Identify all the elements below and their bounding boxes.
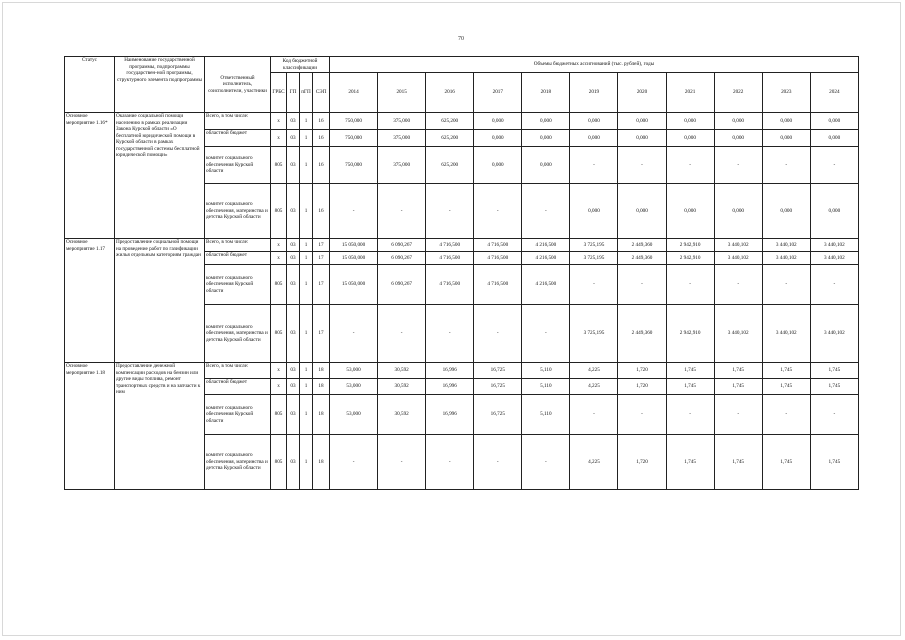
header-year: 2014 (330, 73, 378, 113)
value-cell: 3 440,102 (810, 305, 858, 363)
value-cell: - (666, 265, 714, 305)
value-cell: 375,000 (378, 130, 426, 147)
value-cell: 0,000 (570, 113, 618, 130)
value-cell: 4 716,500 (474, 252, 522, 265)
value-cell: - (714, 147, 762, 184)
value-cell: - (714, 265, 762, 305)
value-cell: 1,745 (666, 435, 714, 490)
value-cell: - (666, 395, 714, 435)
code-cell: 805 (271, 147, 287, 184)
code-cell: 805 (271, 184, 287, 239)
value-cell: 5,110 (522, 395, 570, 435)
header-year: 2018 (522, 73, 570, 113)
value-cell: 4 716,500 (474, 239, 522, 252)
value-cell: 750,000 (330, 147, 378, 184)
value-cell: 4 716,500 (426, 265, 474, 305)
value-cell: 1,745 (762, 363, 810, 379)
row-executor: Всего, в том числе: (205, 363, 271, 379)
code-cell: 03 (287, 395, 300, 435)
header-year: 2019 (570, 73, 618, 113)
value-cell: - (570, 265, 618, 305)
value-cell: 0,000 (666, 184, 714, 239)
code-cell: 805 (271, 435, 287, 490)
row-status: Основное мероприятие 1.17 (65, 239, 115, 363)
value-cell: 1,745 (666, 363, 714, 379)
value-cell: - (522, 305, 570, 363)
value-cell: - (762, 395, 810, 435)
value-cell: 625,200 (426, 113, 474, 130)
value-cell: 375,000 (378, 147, 426, 184)
code-cell: 1 (300, 379, 313, 395)
page-number: 70 (458, 36, 464, 42)
code-cell: 16 (313, 184, 330, 239)
value-cell: 4 716,500 (426, 252, 474, 265)
value-cell: 1,745 (714, 379, 762, 395)
value-cell: - (810, 147, 858, 184)
header-year: 2022 (714, 73, 762, 113)
value-cell: 375,000 (378, 113, 426, 130)
value-cell: 53,000 (330, 395, 378, 435)
value-cell: 1,720 (618, 435, 666, 490)
value-cell: 16,996 (426, 379, 474, 395)
value-cell: 0,000 (618, 184, 666, 239)
code-cell: 1 (300, 147, 313, 184)
value-cell: - (330, 435, 378, 490)
code-cell: х (271, 239, 287, 252)
value-cell: 4 216,500 (522, 252, 570, 265)
code-cell: 18 (313, 435, 330, 490)
value-cell: 30,592 (378, 395, 426, 435)
header-status: Статус (65, 57, 115, 113)
code-cell: 03 (287, 305, 300, 363)
value-cell: 30,592 (378, 363, 426, 379)
value-cell: 5,110 (522, 363, 570, 379)
value-cell: - (570, 147, 618, 184)
header-year: 2020 (618, 73, 666, 113)
value-cell: - (426, 305, 474, 363)
header-year: 2017 (474, 73, 522, 113)
value-cell: 4 716,500 (426, 239, 474, 252)
value-cell: 1,745 (762, 379, 810, 395)
row-executor: комитет социального обеспечения, материнства и детства Курской области (205, 184, 271, 239)
value-cell: - (570, 395, 618, 435)
code-cell: 805 (271, 395, 287, 435)
value-cell: 6 090,267 (378, 265, 426, 305)
value-cell: 1,745 (714, 435, 762, 490)
value-cell: - (426, 184, 474, 239)
value-cell: 16,996 (426, 395, 474, 435)
value-cell: - (474, 305, 522, 363)
row-name: Предоставление денежной компенсации расходов на бензин или другие виды топлива, ремонт транспортных средств и на запчасти к ним (115, 363, 205, 490)
value-cell: 16,725 (474, 395, 522, 435)
row-status: Основное мероприятие 1.18 (65, 363, 115, 490)
code-cell: х (271, 252, 287, 265)
value-cell: 0,000 (522, 113, 570, 130)
table-row (65, 113, 859, 130)
value-cell: 0,000 (762, 184, 810, 239)
code-cell: 1 (300, 239, 313, 252)
value-cell: - (378, 435, 426, 490)
row-executor: областной бюджет (205, 130, 271, 147)
value-cell: 0,000 (714, 130, 762, 147)
value-cell: 3 440,102 (810, 252, 858, 265)
value-cell: 0,000 (762, 113, 810, 130)
value-cell: 2 942,910 (666, 252, 714, 265)
value-cell: - (330, 305, 378, 363)
value-cell: 0,000 (762, 130, 810, 147)
row-executor: комитет социального обеспечения, материнства и детства Курской области (205, 305, 271, 363)
code-cell: 1 (300, 130, 313, 147)
code-cell: 18 (313, 395, 330, 435)
value-cell: 750,000 (330, 130, 378, 147)
value-cell: - (810, 265, 858, 305)
row-status: Основное мероприятие 1.16* (65, 113, 115, 239)
value-cell: - (618, 147, 666, 184)
code-cell: 1 (300, 395, 313, 435)
value-cell: 0,000 (666, 130, 714, 147)
header-year: 2015 (378, 73, 426, 113)
header-code-sep: СЭП (313, 73, 330, 113)
code-cell: 03 (287, 147, 300, 184)
value-cell: 16,725 (474, 379, 522, 395)
code-cell: 16 (313, 147, 330, 184)
value-cell: 0,000 (570, 184, 618, 239)
value-cell: 1,720 (618, 363, 666, 379)
row-executor: комитет социального обеспечения, материнства и детства Курской области (205, 435, 271, 490)
code-cell: 1 (300, 305, 313, 363)
value-cell: 0,000 (474, 147, 522, 184)
code-cell: 17 (313, 252, 330, 265)
value-cell: 3 440,102 (714, 239, 762, 252)
value-cell: 1,720 (618, 379, 666, 395)
value-cell: 1,745 (714, 363, 762, 379)
header-executor: Ответственный исполнитель, соисполнители, участники (205, 57, 271, 113)
row-name: Предоставление социальной помощи на проведение работ по газификации жилья отдельным категориям граждан (115, 239, 205, 363)
value-cell: 4,225 (570, 363, 618, 379)
value-cell: 30,592 (378, 379, 426, 395)
value-cell: - (378, 305, 426, 363)
code-cell: 18 (313, 363, 330, 379)
row-executor: комитет социального обеспечения Курской области (205, 147, 271, 184)
code-cell: 03 (287, 184, 300, 239)
value-cell: 53,000 (330, 379, 378, 395)
value-cell: 0,000 (810, 184, 858, 239)
header-budget-code: Код бюджетной классификации (271, 57, 330, 73)
code-cell: 03 (287, 379, 300, 395)
value-cell: 3 440,102 (714, 305, 762, 363)
value-cell: 15 050,000 (330, 252, 378, 265)
row-executor: областной бюджет (205, 252, 271, 265)
value-cell: 4,225 (570, 435, 618, 490)
code-cell: 03 (287, 239, 300, 252)
value-cell: 3 440,102 (762, 305, 810, 363)
code-cell: х (271, 363, 287, 379)
value-cell: 0,000 (618, 130, 666, 147)
value-cell: - (426, 435, 474, 490)
row-name: Оказание социальной помощи населению в рамках реализации Закона Курской области «О бесплатной юридической помощи в Курской области в рамках государственной системы бесплатной юридической помощи» (115, 113, 205, 239)
value-cell: 3 725,195 (570, 305, 618, 363)
value-cell: - (378, 184, 426, 239)
code-cell: 16 (313, 130, 330, 147)
code-cell: 03 (287, 363, 300, 379)
value-cell: 4 716,500 (474, 265, 522, 305)
value-cell: 3 440,102 (762, 239, 810, 252)
header-year: 2023 (762, 73, 810, 113)
code-cell: 1 (300, 363, 313, 379)
header-code-grbs: ГРБС (271, 73, 287, 113)
value-cell: - (618, 395, 666, 435)
value-cell: 4,225 (570, 379, 618, 395)
value-cell: 0,000 (714, 113, 762, 130)
value-cell: 0,000 (570, 130, 618, 147)
code-cell: 03 (287, 113, 300, 130)
value-cell: - (474, 435, 522, 490)
value-cell: 0,000 (810, 113, 858, 130)
value-cell: 1,745 (762, 435, 810, 490)
row-executor: комитет социального обеспечения Курской области (205, 265, 271, 305)
value-cell: 2 942,910 (666, 239, 714, 252)
code-cell: 805 (271, 265, 287, 305)
header-name: Наименование государственной программы, подпрограммы государствен-ной программы, структурного элемента подпрограммы (115, 57, 205, 113)
value-cell: 0,000 (522, 130, 570, 147)
value-cell: 4 216,500 (522, 265, 570, 305)
value-cell: 0,000 (474, 113, 522, 130)
value-cell: 1,745 (810, 379, 858, 395)
value-cell: 3 440,102 (762, 252, 810, 265)
value-cell: 15 050,000 (330, 265, 378, 305)
value-cell: - (522, 184, 570, 239)
value-cell: - (666, 147, 714, 184)
code-cell: х (271, 379, 287, 395)
value-cell: 0,000 (714, 184, 762, 239)
code-cell: х (271, 130, 287, 147)
code-cell: 1 (300, 252, 313, 265)
header-volumes: Объемы бюджетных ассигнований (тыс. рублей), годы (330, 57, 859, 73)
row-executor: областной бюджет (205, 379, 271, 395)
code-cell: 17 (313, 305, 330, 363)
value-cell: 53,000 (330, 363, 378, 379)
code-cell: 03 (287, 130, 300, 147)
code-cell: 1 (300, 184, 313, 239)
value-cell: 625,200 (426, 147, 474, 184)
row-executor: комитет социального обеспечения Курской области (205, 395, 271, 435)
value-cell: - (618, 265, 666, 305)
value-cell: 750,000 (330, 113, 378, 130)
value-cell: 2 449,360 (618, 239, 666, 252)
value-cell: 625,200 (426, 130, 474, 147)
value-cell: 4 216,500 (522, 239, 570, 252)
code-cell: 03 (287, 265, 300, 305)
value-cell: - (522, 435, 570, 490)
row-executor: Всего, в том числе: (205, 239, 271, 252)
header-code-pgp: пГП (300, 73, 313, 113)
budget-table (64, 56, 859, 490)
value-cell: 2 449,360 (618, 252, 666, 265)
code-cell: 18 (313, 379, 330, 395)
table-body (65, 113, 859, 490)
code-cell: 1 (300, 113, 313, 130)
value-cell: 3 725,195 (570, 252, 618, 265)
header-year: 2021 (666, 73, 714, 113)
value-cell: 16,996 (426, 363, 474, 379)
code-cell: 17 (313, 265, 330, 305)
value-cell: 6 090,267 (378, 239, 426, 252)
code-cell: 16 (313, 113, 330, 130)
code-cell: 1 (300, 265, 313, 305)
code-cell: 03 (287, 435, 300, 490)
value-cell: - (762, 265, 810, 305)
value-cell: 1,745 (810, 363, 858, 379)
code-cell: 805 (271, 305, 287, 363)
value-cell: 5,110 (522, 379, 570, 395)
code-cell: 17 (313, 239, 330, 252)
value-cell: 1,745 (666, 379, 714, 395)
value-cell: 3 725,195 (570, 239, 618, 252)
code-cell: 03 (287, 252, 300, 265)
table-row (65, 363, 859, 379)
value-cell: - (810, 395, 858, 435)
header-year: 2016 (426, 73, 474, 113)
value-cell: 1,745 (810, 435, 858, 490)
value-cell: 0,000 (474, 130, 522, 147)
value-cell: - (330, 184, 378, 239)
value-cell: 16,725 (474, 363, 522, 379)
value-cell: 2 942,910 (666, 305, 714, 363)
table-header (65, 57, 859, 113)
value-cell: 0,000 (666, 113, 714, 130)
value-cell: 0,000 (810, 130, 858, 147)
value-cell: 3 440,102 (714, 252, 762, 265)
value-cell: 2 449,360 (618, 305, 666, 363)
value-cell: 0,000 (618, 113, 666, 130)
table-row (65, 239, 859, 252)
value-cell: 15 050,000 (330, 239, 378, 252)
value-cell: 0,000 (522, 147, 570, 184)
code-cell: х (271, 113, 287, 130)
header-year: 2024 (810, 73, 858, 113)
value-cell: 3 440,102 (810, 239, 858, 252)
row-executor: Всего, в том числе: (205, 113, 271, 130)
value-cell: 6 090,267 (378, 252, 426, 265)
value-cell: - (474, 184, 522, 239)
value-cell: - (714, 395, 762, 435)
value-cell: - (762, 147, 810, 184)
header-code-gp: ГП (287, 73, 300, 113)
code-cell: 1 (300, 435, 313, 490)
